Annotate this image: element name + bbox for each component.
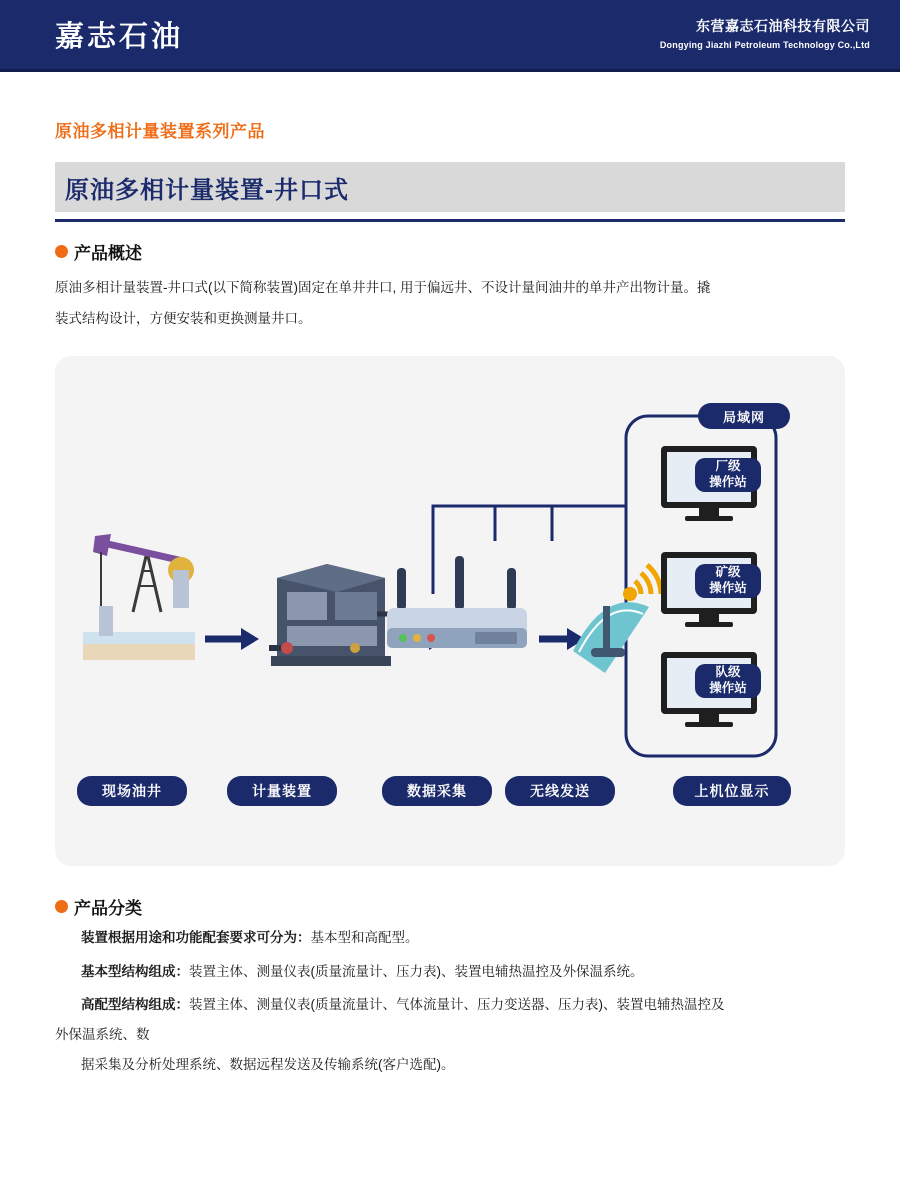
data-acquisition-illustration xyxy=(387,556,527,648)
series-title: 原油多相计量装置系列产品 xyxy=(55,122,265,141)
classification-line-1-bold: 装置根据用途和功能配套要求可分为： xyxy=(81,930,311,946)
stage-pill-wellsite: 现场油井 xyxy=(77,776,187,806)
stage-pill-display: 上机位显示 xyxy=(673,776,791,806)
bullet-icon xyxy=(55,245,68,258)
company-block xyxy=(660,16,870,53)
metering-skid-illustration xyxy=(269,564,393,666)
stage-pill-wireless: 无线发送 xyxy=(505,776,615,806)
stage-pill-metering: 计量装置 xyxy=(227,776,337,806)
overview-paragraph-line2: 装式结构设计，方便安装和更换测量井口。 xyxy=(55,311,312,327)
station-plant-line2: 操作站 xyxy=(709,475,747,490)
page-header xyxy=(0,0,900,72)
company-name-en: Dongying Jiazhi Petroleum Technology Co.,Ltd xyxy=(659,40,870,51)
station-team-line1: 队级 xyxy=(715,665,741,680)
classification-line-2-bold: 基本型结构组成： xyxy=(81,963,189,979)
classification-line-1-rest: 基本型和高配型。 xyxy=(310,930,419,946)
classification-heading-label: 产品分类 xyxy=(74,899,142,919)
station-mine-line2: 操作站 xyxy=(709,581,747,596)
station-label-team xyxy=(695,664,761,698)
station-mine-line1: 矿级 xyxy=(715,565,741,580)
classification-line-3 xyxy=(55,990,845,1020)
overview-paragraph-line1: 原油多相计量装置-井口式(以下简称装置)固定在单井井口, 用于偏远井、不设计量间油井的单井产出物计量。撬 xyxy=(55,280,711,295)
classification-continuation-1: 外保温系统、数 xyxy=(55,1027,150,1043)
overview-paragraph xyxy=(55,272,845,334)
overview-section-heading xyxy=(55,239,845,264)
classification-line-3-bold: 高配型结构组成： xyxy=(81,997,189,1013)
company-name-cn: 东营嘉志石油科技有限公司 xyxy=(696,18,870,35)
stage-pill-acquisition: 数据采集 xyxy=(382,776,492,806)
station-plant-line1: 厂级 xyxy=(715,459,741,474)
lan-label: 局域网 xyxy=(698,403,790,429)
classification-line-1 xyxy=(55,923,845,953)
brand-title: 嘉志石油 xyxy=(55,21,184,53)
station-label-mine xyxy=(695,564,761,598)
bullet-icon xyxy=(55,900,68,913)
classification-section-heading xyxy=(55,894,845,919)
system-diagram xyxy=(55,356,845,866)
pumpjack-illustration xyxy=(83,534,195,660)
flow-arrow-1 xyxy=(205,628,259,650)
title-underline xyxy=(55,219,845,222)
station-label-plant xyxy=(695,458,761,492)
page-title: 原油多相计量装置-井口式 xyxy=(65,176,349,204)
overview-heading-label: 产品概述 xyxy=(74,244,142,263)
classification-line-3-rest: 装置主体、测量仪表(质量流量计、气体流量计、压力变送器、压力表)、装置电辅热温控及 xyxy=(189,997,725,1013)
wireless-dish-illustration xyxy=(573,565,661,673)
station-team-line2: 操作站 xyxy=(709,681,747,696)
classification-continuation-2: 据采集及分析处理系统、数据远程发送及传输系统(客户选配)。 xyxy=(81,1056,455,1072)
page-title-band xyxy=(55,162,845,212)
page-body xyxy=(0,117,900,1080)
classification-line-2-rest: 装置主体、测量仪表(质量流量计、压力表)、装置电辅热温控及外保温系统。 xyxy=(189,963,644,979)
classification-line-2 xyxy=(55,957,845,987)
